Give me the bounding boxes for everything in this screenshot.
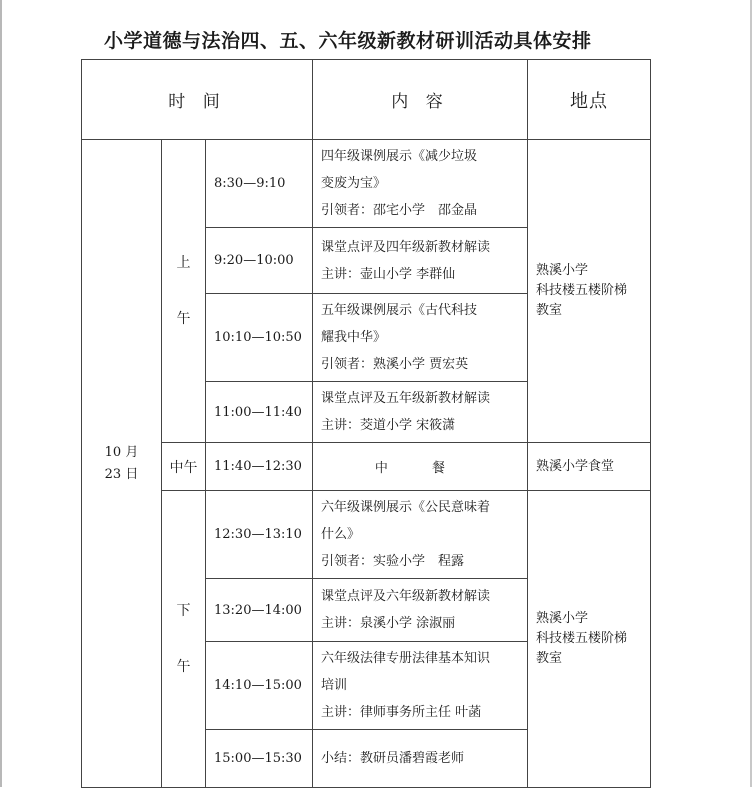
row-content: 五年级课例展示《古代科技 耀我中华》 引领者：熟溪小学 贾宏英 (313, 294, 528, 382)
header-content: 内 容 (313, 60, 528, 140)
location-noon: 熟溪小学食堂 (528, 443, 651, 491)
header-row (82, 60, 651, 140)
table-row (82, 443, 651, 491)
header-location: 地点 (528, 60, 651, 140)
row-time: 14:10—15:00 (206, 642, 313, 730)
row-time: 11:40—12:30 (206, 443, 313, 491)
row-time: 11:00—11:40 (206, 382, 313, 443)
date-cell (82, 140, 162, 788)
date-month: 10 月 (104, 444, 139, 460)
row-content: 四年级课例展示《减少垃圾 变废为宝》 引领者：邵宅小学 邵金晶 (313, 140, 528, 228)
row-time: 10:10—10:50 (206, 294, 313, 382)
page-edge-left (0, 0, 2, 787)
table-row (82, 491, 651, 579)
location-morning: 熟溪小学 科技楼五楼阶梯 教室 (528, 140, 651, 443)
row-time: 8:30—9:10 (206, 140, 313, 228)
row-content: 六年级法律专册法律基本知识 培训 主讲：律师事务所主任 叶菡 (313, 642, 528, 730)
row-content: 六年级课例展示《公民意味着 什么》 引领者：实验小学 程露 (313, 491, 528, 579)
period-noon: 中午 (162, 443, 206, 491)
table-row (82, 140, 651, 228)
schedule-table (81, 59, 651, 788)
document-title: 小学道德与法治四、五、六年级新教材研训活动具体安排 (104, 30, 592, 52)
row-content: 课堂点评及四年级新教材解读 主讲：壶山小学 李群仙 (313, 228, 528, 294)
period-afternoon: 下午 (162, 491, 206, 788)
row-content: 小结：教研员潘碧霞老师 (313, 730, 528, 788)
row-time: 15:00—15:30 (206, 730, 313, 788)
row-time: 9:20—10:00 (206, 228, 313, 294)
row-time: 12:30—13:10 (206, 491, 313, 579)
lunch-cell: 中 餐 (313, 443, 528, 491)
location-afternoon: 熟溪小学 科技楼五楼阶梯 教室 (528, 491, 651, 788)
row-content: 课堂点评及五年级新教材解读 主讲：茭道小学 宋筱潇 (313, 382, 528, 443)
row-content: 课堂点评及六年级新教材解读 主讲：泉溪小学 涂淑丽 (313, 579, 528, 642)
date-day: 23 日 (104, 466, 139, 482)
period-morning: 上午 (162, 140, 206, 443)
header-time: 时 间 (82, 60, 313, 140)
row-time: 13:20—14:00 (206, 579, 313, 642)
